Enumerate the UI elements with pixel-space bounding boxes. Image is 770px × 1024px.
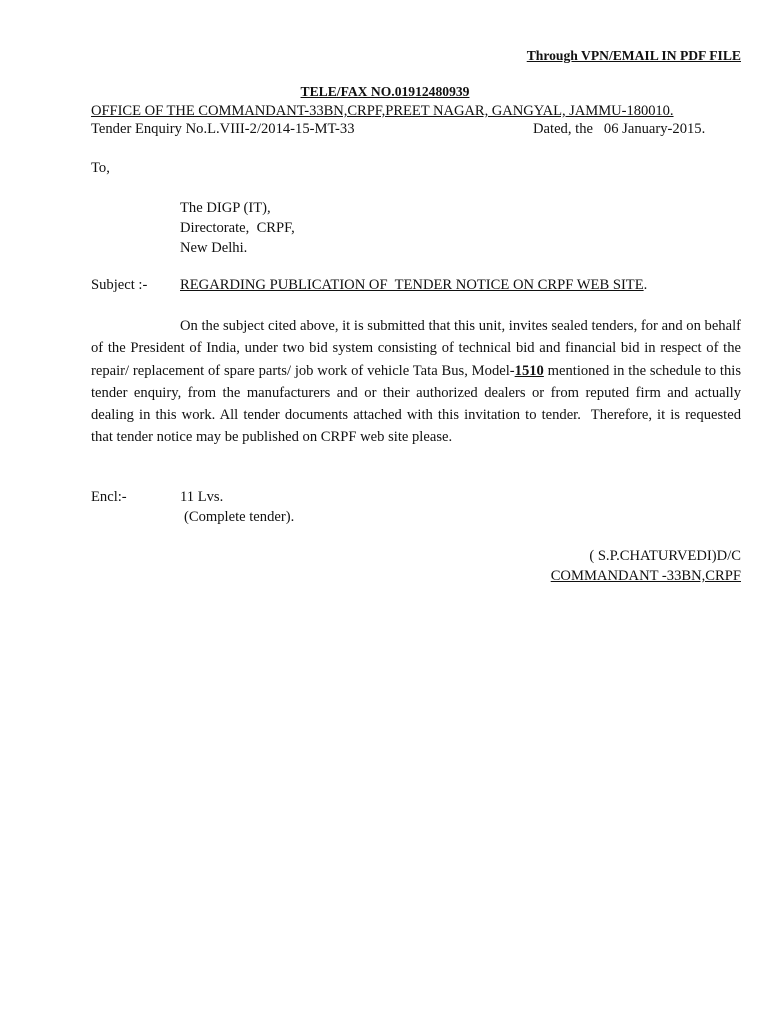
addressee-line: New Delhi. [180, 240, 248, 256]
signatory-title: COMMANDANT -33BN,CRPF [550, 568, 741, 584]
office-address: OFFICE OF THE COMMANDANT-33BN,CRPF,PREET NAGAR, GANGYAL, JAMMU-180010. [91, 103, 674, 119]
tender-enquiry-number: Tender Enquiry No.L.VIII-2/2014-15-MT-33 [91, 121, 355, 137]
model-number: 1510 [514, 362, 544, 379]
subject-label: Subject :- [91, 277, 148, 293]
body-text-part1: On the subject cited above, it is submitted that this unit, invites sealed tenders, for and on behalf of the President of India, under two bid system consisting of technical bid and financial bid in respect of the repair/ replacement of spare parts/ job work of vehicle Tata Bus, Model- [91, 318, 741, 379]
subject-period: . [643, 277, 648, 293]
tele-fax-number: TELE/FAX NO.01912480939 [300, 84, 470, 99]
signatory-name: ( S.P.CHATURVEDI)D/C [589, 548, 741, 564]
transmission-note: Through VPN/EMAIL IN PDF FILE [526, 48, 741, 63]
salutation: To, [91, 160, 110, 176]
enclosure-note: (Complete tender). [184, 509, 295, 525]
enclosure-count: 11 Lvs. [180, 489, 224, 505]
body-text-part2: mentioned in the schedule to this tender enquiry, from the manufacturers and or their authorized dealers or from reputed firm and actually dealing in this work. All tender documents attached with this invitation to tender. Therefore, it is requested that tender notice may be published on CRPF web site please. [91, 362, 752, 446]
letter-date: Dated, the 06 January-2015. [533, 121, 706, 137]
enclosure-block [180, 487, 294, 527]
addressee-line: The DIGP (IT), [180, 200, 271, 216]
subject-text: REGARDING PUBLICATION OF TENDER NOTICE ON CRPF WEB SITE [180, 277, 644, 293]
body-paragraph [91, 315, 752, 449]
addressee-line: Directorate, CRPF, [180, 220, 295, 236]
addressee-block [180, 198, 295, 258]
subject-line [180, 275, 647, 295]
enclosure-label: Encl:- [91, 489, 127, 505]
